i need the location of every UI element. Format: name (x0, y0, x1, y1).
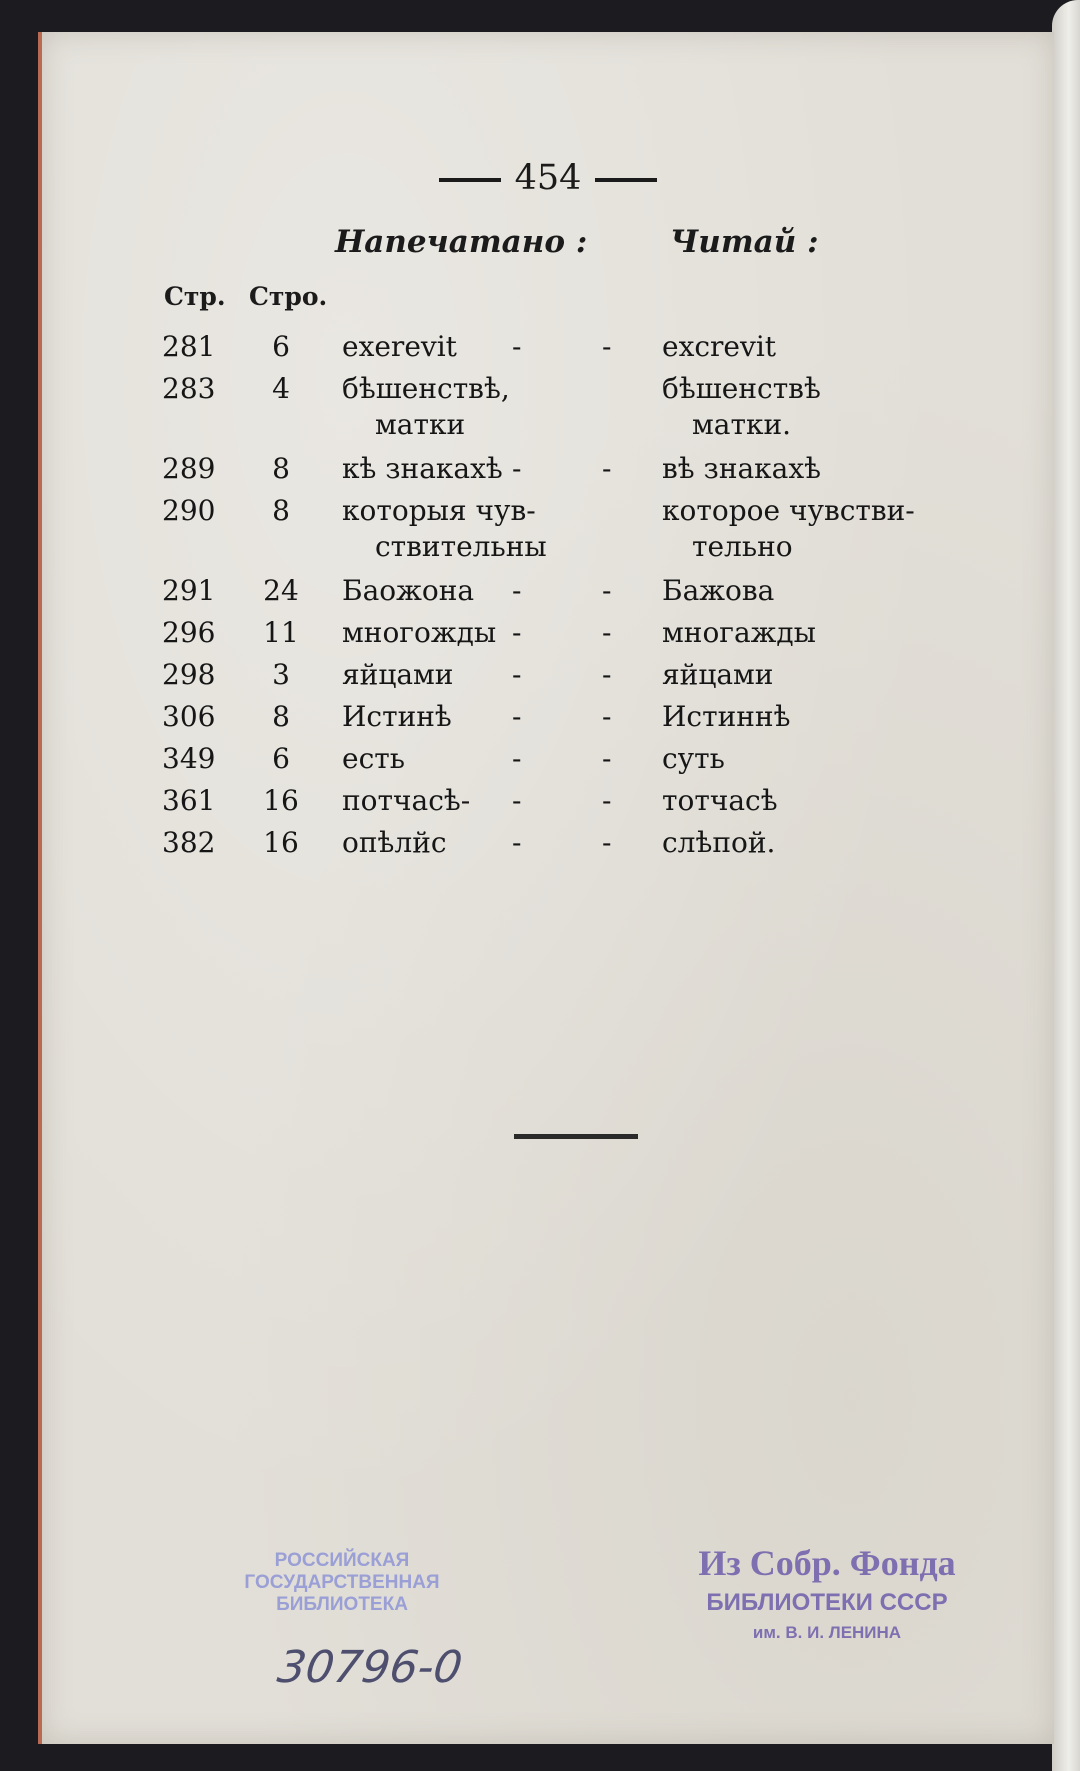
end-rule (514, 1134, 638, 1139)
next-page-edge (1052, 0, 1080, 1771)
erratum-row (42, 616, 1054, 654)
erratum-dash: - (512, 574, 522, 607)
erratum-read-continued: матки. (692, 408, 792, 441)
library-stamp-line1: РОССИЙСКАЯ (274, 1550, 410, 1571)
erratum-read: Истиннѣ (662, 700, 791, 733)
erratum-row (42, 658, 1054, 696)
erratum-page: 281 (162, 330, 216, 363)
erratum-page: 283 (162, 372, 216, 405)
erratum-line: 24 (263, 574, 299, 607)
erratum-dash: - (512, 742, 522, 775)
erratum-row (42, 826, 1054, 864)
erratum-dash: - (512, 784, 522, 817)
erratum-read: суть (662, 742, 725, 775)
erratum-dash: - (512, 826, 522, 859)
erratum-dash: - (602, 452, 612, 485)
erratum-printed: Баожона (342, 574, 475, 607)
erratum-printed-continued: ствительны (375, 530, 547, 563)
erratum-line: 16 (263, 784, 299, 817)
erratum-row (42, 742, 1054, 780)
column-read-heading: Читай : (670, 224, 819, 260)
erratum-page: 361 (162, 784, 216, 817)
erratum-line: 8 (272, 700, 290, 733)
erratum-row (42, 494, 1054, 563)
erratum-printed: кѣ знакахѣ (342, 452, 503, 485)
erratum-dash: - (602, 742, 612, 775)
erratum-dash: - (602, 700, 612, 733)
book-page (38, 32, 1054, 1744)
erratum-read: Бажова (662, 574, 775, 607)
erratum-read-continued: тельно (692, 530, 793, 563)
erratum-row (42, 700, 1054, 738)
library-stamp-line2: ГОСУДАРСТВЕННАЯ (244, 1572, 440, 1593)
erratum-line: 11 (263, 616, 299, 649)
erratum-dash: - (512, 330, 522, 363)
erratum-printed: опѣлйс (342, 826, 447, 859)
erratum-dash: - (512, 452, 522, 485)
library-stamp-line3: БИБЛИОТЕКА (276, 1594, 408, 1615)
header-rule-right (595, 178, 657, 182)
erratum-dash: - (602, 658, 612, 691)
erratum-dash: - (602, 826, 612, 859)
erratum-dash: - (512, 700, 522, 733)
page-number: 454 (514, 158, 582, 198)
erratum-read: вѣ знакахѣ (662, 452, 822, 485)
erratum-page: 298 (162, 658, 216, 691)
erratum-dash: - (602, 574, 612, 607)
erratum-line: 4 (272, 372, 290, 405)
erratum-dash: - (602, 616, 612, 649)
erratum-printed: многожды (342, 616, 497, 649)
erratum-row (42, 452, 1054, 490)
erratum-line: 6 (272, 330, 290, 363)
erratum-printed: exerevit (342, 330, 457, 363)
erratum-read: которое чувстви- (662, 494, 915, 527)
erratum-dash: - (512, 658, 522, 691)
erratum-page: 349 (162, 742, 216, 775)
column-line-heading: Стро. (249, 282, 328, 311)
erratum-page: 289 (162, 452, 216, 485)
erratum-dash: - (602, 330, 612, 363)
fond-stamp-line1: Из Собр. Фонда (698, 1543, 956, 1583)
page-header (42, 158, 1054, 198)
erratum-line: 8 (272, 494, 290, 527)
handwritten-inventory-number: 30796-0 (274, 1642, 466, 1693)
column-page-heading: Стр. (164, 282, 226, 311)
erratum-read: бѣшенствѣ (662, 372, 821, 405)
erratum-read: excrevit (662, 330, 777, 363)
erratum-line: 3 (272, 658, 290, 691)
erratum-printed: которыя чув- (342, 494, 536, 527)
column-printed-heading: Напечатано : (335, 224, 588, 260)
fond-stamp (662, 1540, 992, 1646)
erratum-line: 16 (263, 826, 299, 859)
erratum-dash: - (512, 616, 522, 649)
erratum-line: 8 (272, 452, 290, 485)
erratum-printed: потчасѣ- (342, 784, 471, 817)
erratum-line: 6 (272, 742, 290, 775)
erratum-printed: яйцами (342, 658, 454, 691)
erratum-printed: есть (342, 742, 405, 775)
erratum-read: яйцами (662, 658, 774, 691)
erratum-read: слѣпой. (662, 826, 776, 859)
erratum-read: тотчасѣ (662, 784, 778, 817)
erratum-printed: Истинѣ (342, 700, 452, 733)
erratum-row (42, 372, 1054, 441)
erratum-page: 291 (162, 574, 216, 607)
erratum-page: 306 (162, 700, 216, 733)
erratum-page: 296 (162, 616, 216, 649)
erratum-page: 382 (162, 826, 216, 859)
fond-stamp-line3: им. В. И. ЛЕНИНА (752, 1623, 902, 1642)
erratum-row (42, 574, 1054, 612)
erratum-row (42, 784, 1054, 822)
erratum-printed-continued: матки (375, 408, 466, 441)
erratum-dash: - (602, 784, 612, 817)
erratum-page: 290 (162, 494, 216, 527)
erratum-read: многажды (662, 616, 816, 649)
fond-stamp-line2: БИБЛИОТЕКИ СССР (706, 1589, 948, 1616)
header-rule-left (439, 178, 501, 182)
erratum-printed: бѣшенствѣ, (342, 372, 510, 405)
library-stamp (212, 1550, 472, 1616)
erratum-row (42, 330, 1054, 368)
